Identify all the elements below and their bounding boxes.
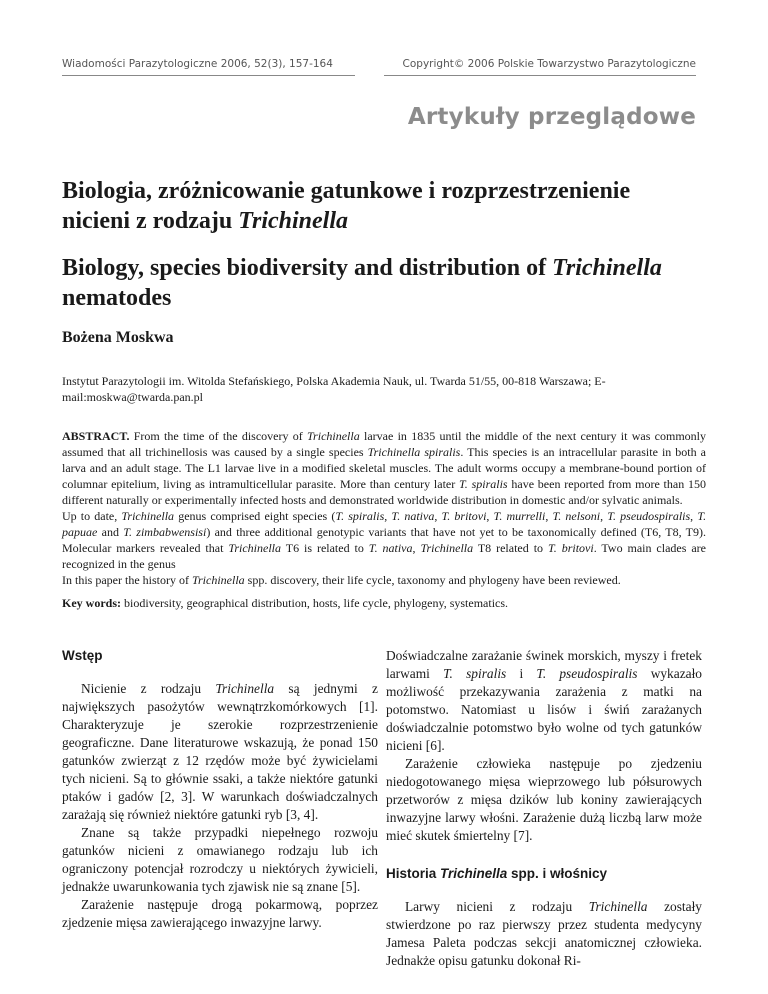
running-head (62, 58, 696, 76)
body-paragraph: Zarażenie następuje drogą pokarmową, poprzez zjedzenie mięsa zawierającego inwazyjne larwy. (62, 897, 378, 930)
title-en-text: Biology, species biodiversity and distribution of (62, 255, 553, 281)
author-name: Bożena Moskwa (62, 329, 174, 346)
body-column-right (386, 647, 702, 970)
affiliation: Instytut Parazytologii im. Witolda Stefańskiego, Polska Akademia Nauk, ul. Twarda 51/55, 00-818 Warszawa; E-mail:moskwa@twarda.pan.pl (62, 374, 606, 404)
keywords (62, 595, 706, 611)
body-paragraph: Doświadczalne zarażanie świnek morskich, myszy i fretek larwami T. spiralis i T. pseudospiralis wykazało możliwość przekazywania zarażenia z matki na potomstwo. Natomiast u lisów i świń zarażanych doświadczalnie potomstwo było wolne od tych gatunków nicieni [6]. (386, 648, 702, 753)
abstract-label: ABSTRACT. (62, 429, 130, 443)
body-paragraph: Znane są także przypadki niepełnego rozwoju gatunków nicieni z omawianego rodzaju lub ich ograniczony potencjał rozrodczy u niektórych żywicieli, jednakże uwarunkowania tych zjawisk nie są znane [5]. (62, 825, 378, 894)
title-english (62, 253, 702, 313)
body-paragraph: Nicienie z rodzaju Trichinella są jednymi z największych pasożytów wewnątrzkomórkowych [1]. Charakteryzuje je szerokie rozprzestrzenienie geograficzne. Dane literaturowe wskazują, że ponad 150 gatunków zwierząt z 12 rzędów może być żywicielami tych nicieni. Są to głównie ssaki, a także niektóre gatunki ptaków i gadów [2, 3]. W warunkach doświadczalnych zarażają się również niektóre gatunki ryb [3, 4]. (62, 681, 378, 822)
abstract (62, 428, 706, 588)
body-paragraph: Larwy nicieni z rodzaju Trichinella zostały stwierdzone po raz pierwszy przez studenta medycyny Jamesa Paleta podczas sekcji anatomicznej człowieka. Jednakże opisu gatunku dokonał Ri- (386, 899, 703, 968)
title-polish (62, 176, 702, 236)
body-column-left (62, 647, 378, 932)
body-paragraph: Zarażenie człowieka następuje po zjedzeniu niedogotowanego mięsa wieprzowego lub półsurowych przetworów z mięsa dzików lub koniny zawierających inwazyjne larwy włośni. Zarażenie dużą liczbą larw może mieć skutek śmiertelny [7]. (386, 756, 702, 843)
title-pl-text: Biologia, zróżnicowanie gatunkowe i rozprzestrzenienie nicieni z rodzaju (62, 178, 631, 234)
title-en-genus: Trichinella (552, 255, 662, 281)
abstract-paragraph-3: In this paper the history of Trichinella spp. discovery, their life cycle, taxonomy and phylogeny have been reviewed. (62, 573, 621, 587)
section-heading-historia: Historia Trichinella spp. i włośnicy (386, 866, 608, 881)
abstract-paragraph-1: ABSTRACT. From the time of the discovery of Trichinella larvae in 1835 until the middle of the next century it was commonly assumed that all trichinellosis was caused by a single species Trichinella spiralis. This species is an intracellular parasite in both a larva and an adult stage. The L1 larvae live in a modified skeletal muscles. The adult worms occupy a membrane-bound portion of columnar epitelium, living as intramulticellular parasite. More than century later T. spiralis have been reported from more than 150 different naturally or experimentally infected hosts and demonstrated worldwide distribution in domestic and/or sylvatic animals. (62, 429, 707, 507)
section-label: Artykuły przeglądowe (407, 104, 696, 130)
copyright-notice: Copyright© 2006 Polskie Towarzystwo Parazytologiczne (384, 58, 696, 76)
title-en-text-end: nematodes (62, 285, 172, 311)
title-pl-genus: Trichinella (238, 208, 348, 234)
abstract-paragraph-2: Up to date, Trichinella genus comprised eight species (T. spiralis, T. nativa, T. britovi, T. murrelli, T. nelsoni, T. pseudospiralis, T. papuae and T. zimbabwensisi) and three additional genotypic variants that have not yet to be taxonomically defined (T6, T8, T9). Molecular markers revealed that Trichinella T6 is related to T. nativa, Trichinella T8 related to T. britovi. Two main clades are recognized in the genus (62, 509, 707, 571)
keywords-label: Key words: (62, 596, 121, 610)
keywords-list: biodiversity, geographical distribution, hosts, life cycle, phylogeny, systematics. (121, 596, 509, 610)
section-heading-wstep: Wstęp (62, 648, 103, 663)
journal-citation: Wiadomości Parazytologiczne 2006, 52(3), 157-164 (62, 58, 355, 76)
